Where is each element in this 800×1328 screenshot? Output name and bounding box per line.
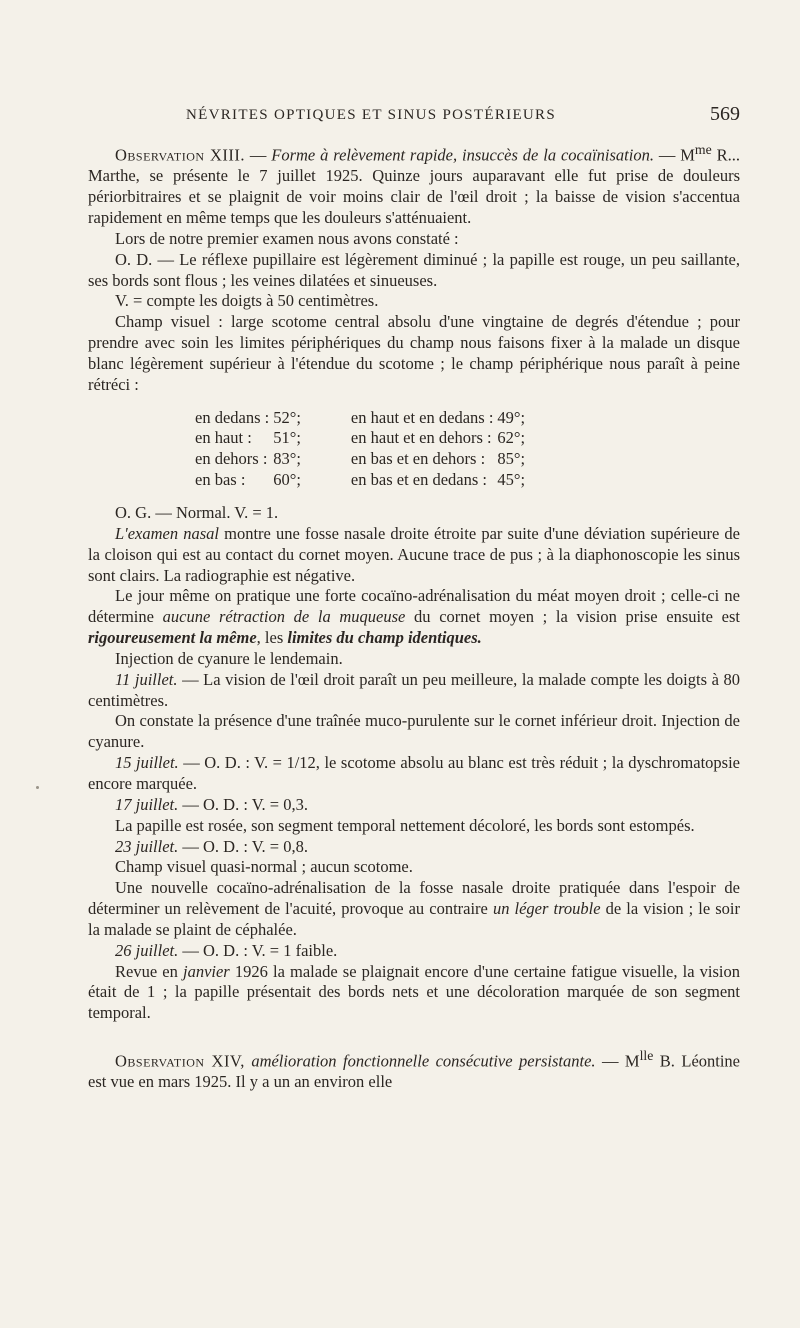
- paragraph: Une nouvelle cocaïno-adrénalisation de la fosse nasale droite pratiquée dans l'espoir de déterminer un relèvement de l'acuité, provoque au contraire un léger trouble de la vision ; le soir la malade se plaint de céphalée.: [88, 878, 741, 939]
- field-value: 83°;: [273, 449, 301, 469]
- page-number: 569: [710, 103, 740, 125]
- field-direction: en haut et en dedans :: [350, 407, 494, 427]
- field-direction: en haut :: [195, 428, 252, 448]
- paragraph: Revue en janvier 1926 la malade se plaignait encore d'une certaine fatigue visuelle, la vision était de 1 ; la papille présentait des bords nets et une décoloration marquée de son segment temporal.: [88, 961, 740, 1023]
- paragraph: Lors de notre premier examen nous avons constaté :: [115, 228, 459, 248]
- field-value: 62°;: [497, 428, 526, 448]
- paragraph: Champ visuel quasi-normal ; aucun scotome.: [115, 857, 413, 877]
- field-value: 49°;: [497, 407, 526, 427]
- paragraph: On constate la présence d'une traînée muco-purulente sur le cornet inférieur droit. Injection de cyanure.: [88, 711, 740, 752]
- paragraph: La papille est rosée, son segment temporal nettement décoloré, les bords sont estompés.: [115, 815, 695, 835]
- observation-title: Forme à relèvement rapide, insuccès de la cocaïnisation.: [271, 145, 654, 165]
- visual-field-row: [195, 408, 525, 429]
- field-value: 60°;: [273, 470, 301, 490]
- observation-label: Observation XIII.: [115, 145, 245, 165]
- paragraph: Injection de cyanure le lendemain.: [115, 648, 343, 668]
- scan-speck: [36, 786, 39, 789]
- dated-entry: 26 juillet. — O. D. : V. = 1 faible.: [115, 940, 338, 960]
- body-text: [88, 140, 740, 1093]
- paragraph: V. = compte les doigts à 50 centimètres.: [115, 291, 379, 311]
- field-direction: en dedans :: [195, 407, 270, 427]
- date: 17 juillet.: [115, 794, 179, 814]
- running-header: [88, 103, 740, 129]
- dated-entry: 11 juillet. — La vision de l'œil droit paraît un peu meilleure, la malade compte les doigts à 80 centimètres.: [88, 669, 740, 710]
- paragraph: Champ visuel : large scotome central absolu d'une vingtaine de degrés d'étendue ; pour prendre avec soin les limites périphériques du champ nous faisons fixer à la malade un disque blanc légèrement supérieur à l'étendue du scotome ; le champ périphérique nous paraît à peine rétréci :: [88, 312, 740, 394]
- date: 11 juillet.: [115, 669, 178, 689]
- field-direction: en bas et en dehors :: [350, 449, 486, 469]
- section-gap: [88, 1024, 740, 1046]
- paragraph: Le jour même on pratique une forte cocaïno-adrénalisation du méat moyen droit ; celle-ci ne détermine aucune rétraction de la muqueuse du cornet moyen ; la vision prise ensuite est rigoureusement la même, les limites du champ identiques.: [88, 586, 741, 648]
- field-value: 52°;: [273, 407, 301, 427]
- field-value: 51°;: [273, 428, 301, 448]
- running-title: NÉVRITES OPTIQUES ET SINUS POSTÉRIEURS: [186, 107, 556, 123]
- date: 26 juillet.: [115, 940, 179, 960]
- observation-14-heading: Observation XIV, amélioration fonctionnelle consécutive persistante. — $M^{lle}$ B. Léontine est vue en mars 1925. Il y a un an environ elle: [88, 1048, 741, 1092]
- dated-entry: 17 juillet. — O. D. : V. = 0,3.: [115, 794, 308, 814]
- field-direction: en bas :: [195, 470, 246, 490]
- date: 15 juillet.: [115, 753, 179, 773]
- paragraph: L'examen nasal montre une fosse nasale droite étroite par suite d'une déviation supérieure de la cloison qui est au contact du cornet moyen. Aucune trace de pus ; à la diaphonoscopie les sinus sont clairs. La radiographie est négative.: [88, 523, 740, 585]
- field-direction: en dehors :: [195, 449, 268, 469]
- dated-entry: 15 juillet. — O. D. : V. = 1/12, le scotome absolu au blanc est très réduit ; la dyschromatopsie encore marquée.: [88, 753, 740, 793]
- observation-title: amélioration fonctionnelle consécutive persistante.: [251, 1051, 596, 1071]
- paragraph: O. D. — Le réflexe pupillaire est légèrement diminué ; la papille est rouge, un peu saillante, ses bords sont flous ; les veines dilatées et sinueuses.: [88, 249, 740, 290]
- visual-field-table: [195, 408, 525, 491]
- field-direction: en bas et en dedans :: [350, 470, 487, 490]
- visual-field-row: [195, 428, 525, 449]
- date: 23 juillet.: [115, 836, 179, 856]
- observation-label: Observation XIV,: [115, 1051, 245, 1071]
- paragraph: O. G. — Normal. V. = 1.: [115, 503, 279, 522]
- field-value: 45°;: [497, 470, 526, 490]
- visual-field-row: [195, 470, 525, 491]
- visual-field-row: [195, 449, 525, 470]
- observation-13-heading: Observation XIII. — Forme à relèvement rapide, insuccès de la cocaïnisation. — $M^{me}$ R... Marthe, se présente le 7 juillet 1925. Quinze jours auparavant elle fut prise de douleurs périorbitraires et se plaignit de voir moins clair de l'œil droit ; la baisse de vision s'accentua rapidement en même temps que les douleurs s'atténuaient.: [88, 142, 740, 228]
- field-value: 85°;: [497, 449, 526, 469]
- dated-entry: 23 juillet. — O. D. : V. = 0,8.: [115, 836, 308, 856]
- field-direction: en haut et en dehors :: [350, 428, 492, 448]
